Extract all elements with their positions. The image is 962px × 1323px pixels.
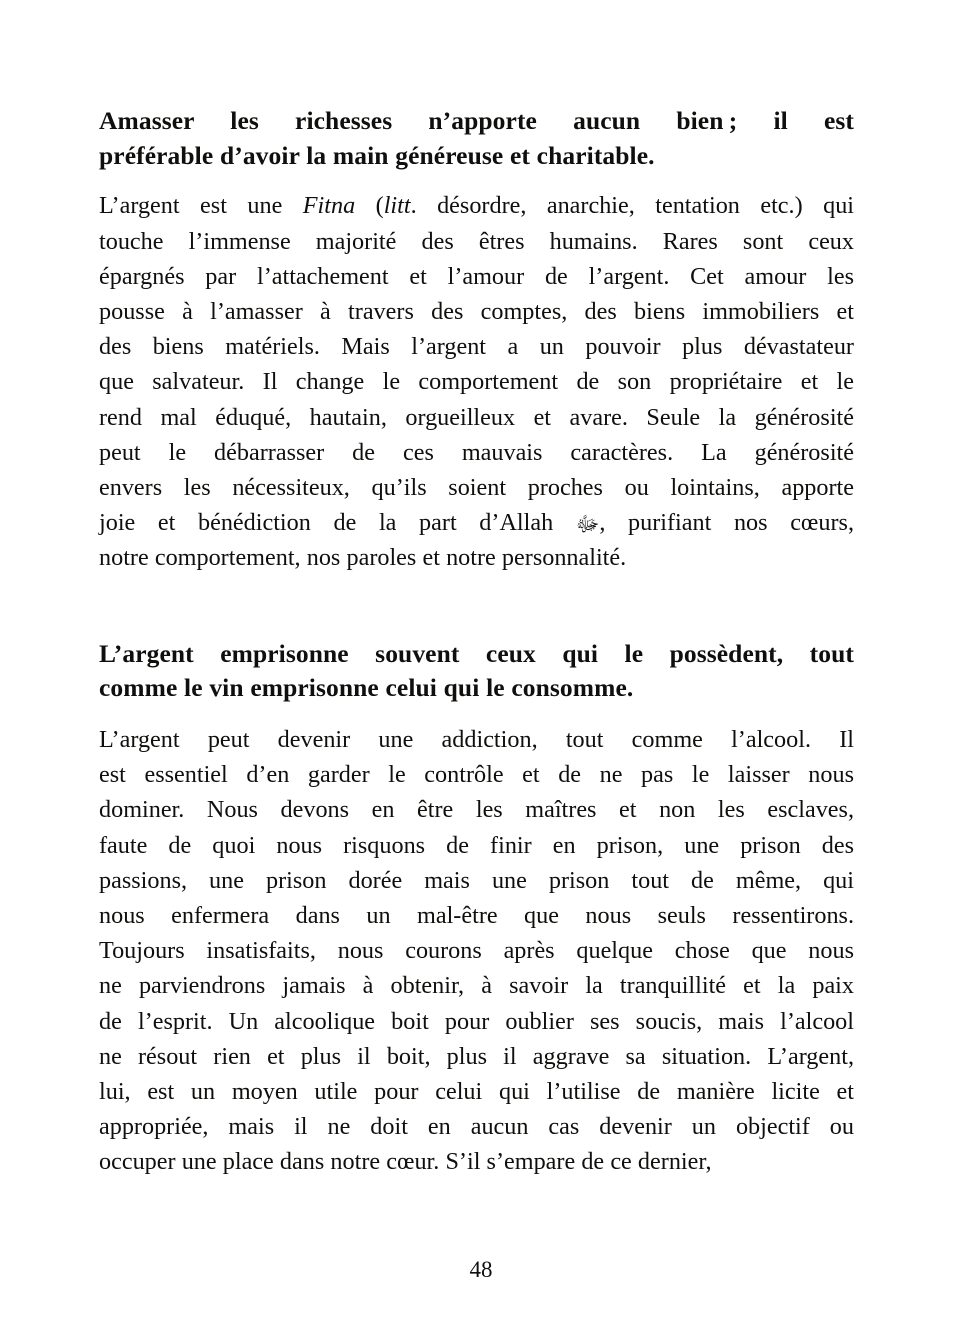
- paragraph-line: [99, 828, 854, 863]
- paragraph-line: [99, 1004, 854, 1039]
- paragraph-line: [99, 329, 854, 364]
- text-run: occuper une place dans notre cœur. S’il s’empare de ce dernier,: [99, 1148, 712, 1176]
- text-run: des biens matériels. Mais l’argent a un pouvoir plus dévastateur: [99, 333, 854, 361]
- paragraph-line: [99, 968, 854, 1003]
- text-run: lui, est un moyen utile pour celui qui l’utilise de manière licite et: [99, 1077, 854, 1105]
- text-run: pousse à l’amasser à travers des comptes, des biens immobiliers et: [99, 297, 854, 325]
- allah-honorific-glyph: ﷻ: [575, 512, 600, 537]
- italic-term: litt: [383, 192, 411, 220]
- text-run: , purifiant nos cœurs,: [599, 509, 854, 537]
- text-run: peut le débarrasser de ces mauvais caractères. La générosité: [99, 438, 854, 466]
- section-paragraph-1: [99, 188, 854, 575]
- text-run: épargnés par l’attachement et l’amour de l’argent. Cet amour les: [99, 262, 854, 290]
- spacer-paragraph-1: [99, 576, 854, 637]
- section-heading-1: [99, 104, 854, 173]
- text-run: touche l’immense majorité des êtres humains. Rares sont ceux: [99, 227, 854, 255]
- paragraph-line: [99, 259, 854, 294]
- paragraph-line: [99, 224, 854, 259]
- text-run: joie et bénédiction de la part d’Allah: [99, 509, 576, 537]
- paragraph-line: [99, 1144, 854, 1179]
- text-run: envers les nécessiteux, qu’ils soient proches ou lointains, apporte: [99, 473, 854, 501]
- text-run: L’argent est une: [99, 192, 303, 220]
- text-run: (: [355, 192, 384, 220]
- paragraph-line: [99, 294, 854, 329]
- text-run: L’argent peut devenir une addiction, tout comme l’alcool. Il: [99, 725, 854, 753]
- text-run: ne parviendrons jamais à obtenir, à savoir la tranquillité et la paix: [99, 972, 854, 1000]
- paragraph-line: [99, 364, 854, 399]
- paragraph-line: [99, 792, 854, 827]
- paragraph-line: [99, 863, 854, 898]
- paragraph-line: [99, 722, 854, 757]
- paragraph-line: [99, 933, 854, 968]
- text-run: ne résout rien et plus il boit, plus il aggrave sa situation. L’argent,: [99, 1042, 854, 1070]
- text-run: Toujours insatisfaits, nous courons après quelque chose que nous: [99, 937, 854, 965]
- paragraph-line: [99, 435, 854, 470]
- paragraph-line: [99, 1039, 854, 1074]
- paragraph-line: [99, 1074, 854, 1109]
- text-run: de l’esprit. Un alcoolique boit pour oublier ses soucis, mais l’alcool: [99, 1007, 854, 1035]
- text-run: appropriée, mais il ne doit en aucun cas devenir un objectif ou: [99, 1113, 854, 1141]
- italic-term: Fitna: [302, 192, 356, 220]
- heading-line: L’argent emprisonne souvent ceux qui le possèdent, tout: [99, 638, 854, 668]
- text-run: nous enfermera dans un mal-être que nous seuls ressentirons.: [99, 901, 854, 929]
- page-number: 48: [469, 1257, 493, 1282]
- text-run: . désordre, anarchie, tentation etc.) qui: [410, 192, 855, 220]
- paragraph-line: [99, 898, 854, 933]
- paragraph-line: [99, 470, 854, 505]
- paragraph-line: [99, 188, 854, 223]
- text-run: que salvateur. Il change le comportement de son propriétaire et le: [99, 368, 854, 396]
- text-run: rend mal éduqué, hautain, orgueilleux et avare. Seule la générosité: [99, 403, 854, 431]
- section-paragraph-2: [99, 722, 854, 1180]
- heading-line: préférable d’avoir la main généreuse et charitable.: [99, 140, 655, 170]
- paragraph-line: [99, 1109, 854, 1144]
- section-heading-2: [99, 637, 854, 706]
- text-run: dominer. Nous devons en être les maîtres et non les esclaves,: [99, 796, 854, 824]
- text-run: notre comportement, nos paroles et notre personnalité.: [99, 544, 627, 572]
- heading-line: Amasser les richesses n’apporte aucun bien ; il est: [99, 106, 854, 135]
- paragraph-line: [99, 757, 854, 792]
- paragraph-line: [99, 505, 854, 540]
- text-run: est essentiel d’en garder le contrôle et de ne pas le laisser nous: [99, 761, 854, 789]
- page-content-column: [99, 104, 854, 1180]
- paragraph-line: [99, 540, 854, 575]
- spacer-heading-1: [99, 173, 854, 188]
- text-run: passions, une prison dorée mais une prison tout de même, qui: [99, 866, 854, 894]
- spacer-heading-2: [99, 706, 854, 722]
- text-run: faute de quoi nous risquons de finir en prison, une prison des: [99, 831, 854, 859]
- heading-line: comme le vin emprisonne celui qui le consomme.: [99, 673, 634, 703]
- paragraph-line: [99, 400, 854, 435]
